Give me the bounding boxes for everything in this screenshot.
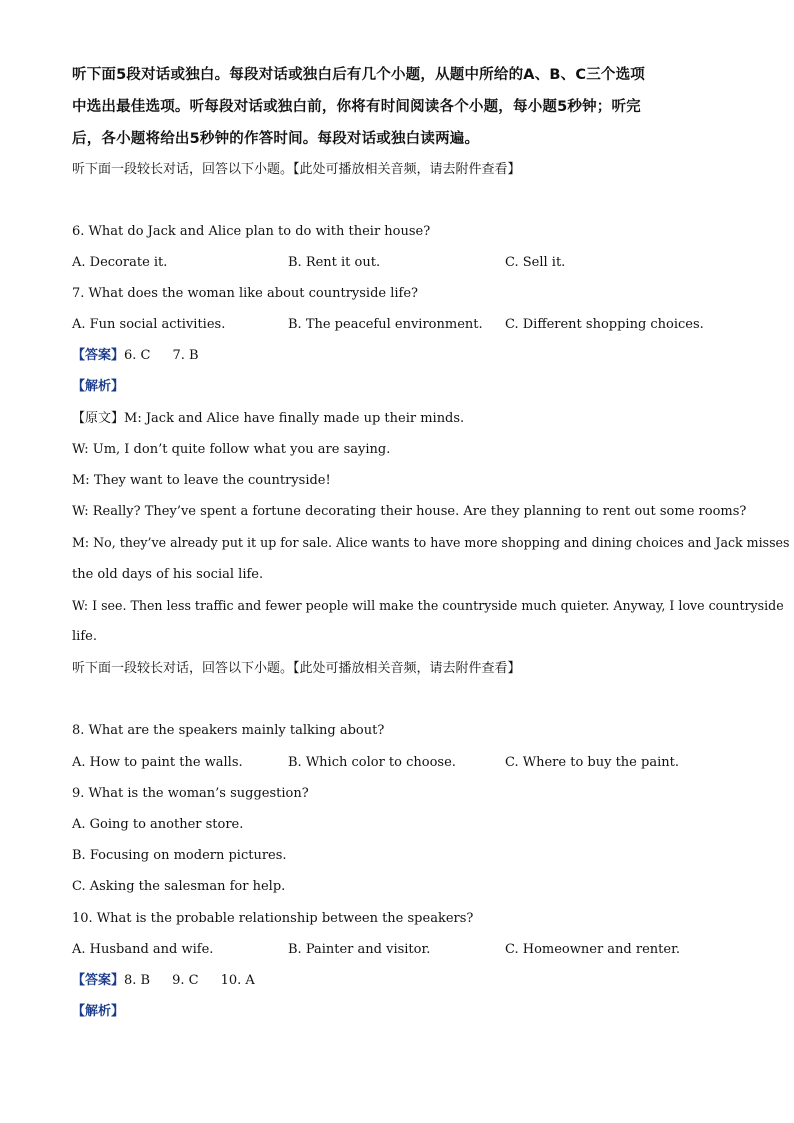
transcript-line-3: M: They want to leave the countryside! [72, 473, 331, 488]
answer-6: 6. C [124, 348, 151, 363]
section2-answer [72, 972, 255, 990]
transcript-line-8: life. [72, 629, 97, 644]
answer-label: 【答案】 [72, 348, 125, 363]
q8-option-b: B. Which color to choose. [288, 755, 456, 770]
transcript-line-1 [72, 410, 464, 428]
q8-stem: 8. What are the speakers mainly talking about? [72, 723, 385, 738]
section2-analysis [72, 1003, 124, 1021]
q6-option-b: B. Rent it out. [288, 255, 381, 270]
section2-prompt: 听下面一段较长对话，回答以下小题。【此处可播放相关音频，请去附件查看】 [72, 661, 521, 676]
answer-9: 9. C [172, 973, 199, 988]
q8-option-c: C. Where to buy the paint. [505, 755, 679, 770]
analysis-label: 【解析】 [72, 1004, 125, 1019]
q6-stem: 6. What do Jack and Alice plan to do with their house? [72, 224, 431, 239]
q6-option-a: A. Decorate it. [72, 255, 168, 270]
answer-label: 【答案】 [72, 973, 125, 988]
answer-10: 10. A [220, 973, 255, 988]
q10-option-c: C. Homeowner and renter. [505, 942, 680, 957]
q9-option-b: B. Focusing on modern pictures. [72, 848, 287, 863]
transcript-line-7: W: I see. Then less traffic and fewer people will make the countryside much quieter. Anyway, I love countryside [72, 598, 784, 613]
q10-option-b: B. Painter and visitor. [288, 942, 431, 957]
q9-option-c: C. Asking the salesman for help. [72, 879, 286, 894]
analysis-label: 【解析】 [72, 379, 125, 394]
q8-option-a: A. How to paint the walls. [72, 755, 243, 770]
q10-stem: 10. What is the probable relationship between the speakers? [72, 911, 474, 926]
transcript-line-2: W: Um, I don’t quite follow what you are saying. [72, 442, 391, 457]
q10-option-a: A. Husband and wife. [72, 942, 214, 957]
section1-analysis [72, 378, 124, 396]
q6-option-c: C. Sell it. [505, 255, 566, 270]
transcript-text: M: Jack and Alice have finally made up their minds. [124, 411, 465, 426]
answer-7: 7. B [172, 348, 199, 363]
q9-stem: 9. What is the woman’s suggestion? [72, 786, 309, 801]
q9-option-a: A. Going to another store. [72, 817, 244, 832]
section1-prompt: 听下面一段较长对话，回答以下小题。【此处可播放相关音频，请去附件查看】 [72, 162, 521, 177]
section1-answer [72, 347, 199, 365]
intro-line-3: 后，各小题将给出5秒钟的作答时间。每段对话或独白读两遍。 [72, 131, 480, 147]
transcript-label: 【原文】 [72, 411, 125, 426]
q7-option-c: C. Different shopping choices. [505, 317, 704, 332]
transcript-line-4: W: Really? They’ve spent a fortune decorating their house. Are they planning to rent out some rooms? [72, 504, 747, 519]
q7-option-a: A. Fun social activities. [72, 317, 226, 332]
intro-line-2: 中选出最佳选项。听每段对话或独白前，你将有时间阅读各个小题，每小题5秒钟；听完 [72, 99, 641, 115]
transcript-line-6: the old days of his social life. [72, 567, 264, 582]
transcript-line-5: M: No, they’ve already put it up for sale. Alice wants to have more shopping and dining choices and Jack misses [72, 535, 790, 550]
answer-8: 8. B [124, 973, 151, 988]
q7-stem: 7. What does the woman like about countryside life? [72, 286, 419, 301]
intro-line-1: 听下面5段对话或独白。每段对话或独白后有几个小题，从题中所给的A、B、C三个选项 [72, 67, 646, 83]
q7-option-b: B. The peaceful environment. [288, 317, 483, 332]
